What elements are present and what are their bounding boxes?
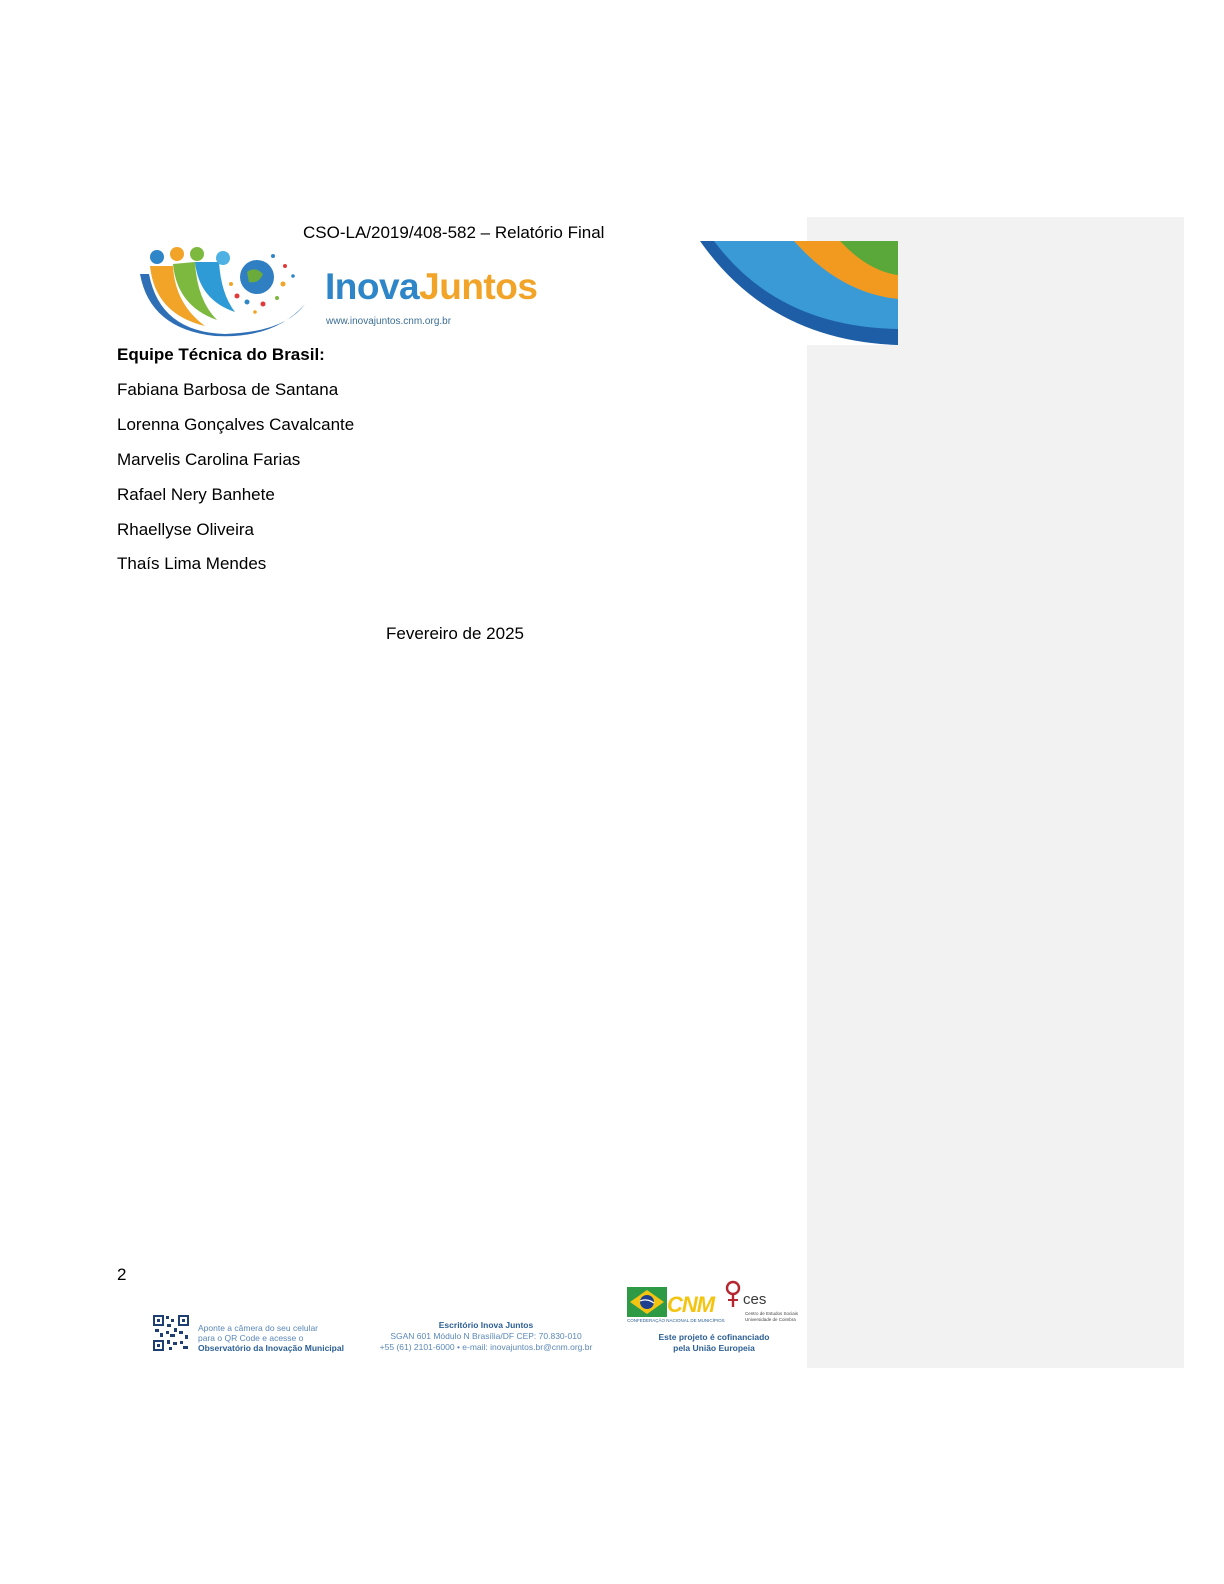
document-date: Fevereiro de 2025: [386, 624, 524, 643]
office-address: SGAN 601 Módulo N Brasília/DF CEP: 70.830-010: [390, 1331, 582, 1341]
team-member: Thaís Lima Mendes: [117, 554, 267, 573]
qr-code-icon: [152, 1314, 190, 1352]
ces-subtitle-line2: Universidade de Coimbra: [745, 1317, 796, 1322]
eu-funding-note: [655, 1332, 773, 1354]
cnm-logo: CNM: [667, 1292, 715, 1317]
office-contact: +55 (61) 2101-6000 • e-mail: inovajuntos.br@cnm.org.br: [379, 1342, 593, 1352]
ces-subtitle: [745, 1311, 798, 1323]
office-title: Escritório Inova Juntos: [438, 1320, 534, 1330]
team-member: Rafael Nery Banhete: [117, 485, 275, 504]
eu-funding-line1: Este projeto é cofinanciado: [658, 1332, 770, 1342]
office-info: [368, 1320, 604, 1353]
team-member: Lorenna Gonçalves Cavalcante: [117, 415, 355, 434]
running-title: CSO-LA/2019/408-582 – Relatório Final: [303, 223, 605, 239]
team-member: Marvelis Carolina Farias: [117, 450, 301, 469]
eu-funding-line2: pela União Europeia: [673, 1343, 755, 1353]
inovajuntos-logo-icon: [135, 244, 315, 344]
brazil-flag-icon: [627, 1287, 667, 1317]
qr-caption: [198, 1323, 344, 1353]
ces-subtitle-line1: Centro de Estudos Sociais: [745, 1311, 799, 1316]
side-panel: [807, 217, 1184, 1368]
cnm-subtitle: CONFEDERAÇÃO NACIONAL DE MUNICÍPIOS: [627, 1318, 725, 1323]
corner-decoration-icon: [700, 241, 898, 345]
team-member: Rhaellyse Oliveira: [117, 520, 254, 539]
brand-name: [325, 268, 537, 305]
team-member: Fabiana Barbosa de Santana: [117, 380, 339, 399]
qr-caption-line1: Aponte a câmera do seu celular: [198, 1323, 319, 1333]
page-number: 2: [117, 1265, 127, 1284]
team-title: Equipe Técnica do Brasil:: [117, 345, 325, 364]
brand-name-part2: Juntos: [419, 266, 538, 307]
qr-caption-line2: para o QR Code e acesse o: [198, 1333, 304, 1343]
brand-name-part1: Inova: [325, 266, 420, 307]
running-header: [117, 217, 807, 239]
brand-url: www.inovajuntos.cnm.org.br: [326, 316, 452, 327]
ces-logo: ces: [743, 1291, 767, 1308]
qr-caption-line3: Observatório da Inovação Municipal: [198, 1343, 344, 1353]
